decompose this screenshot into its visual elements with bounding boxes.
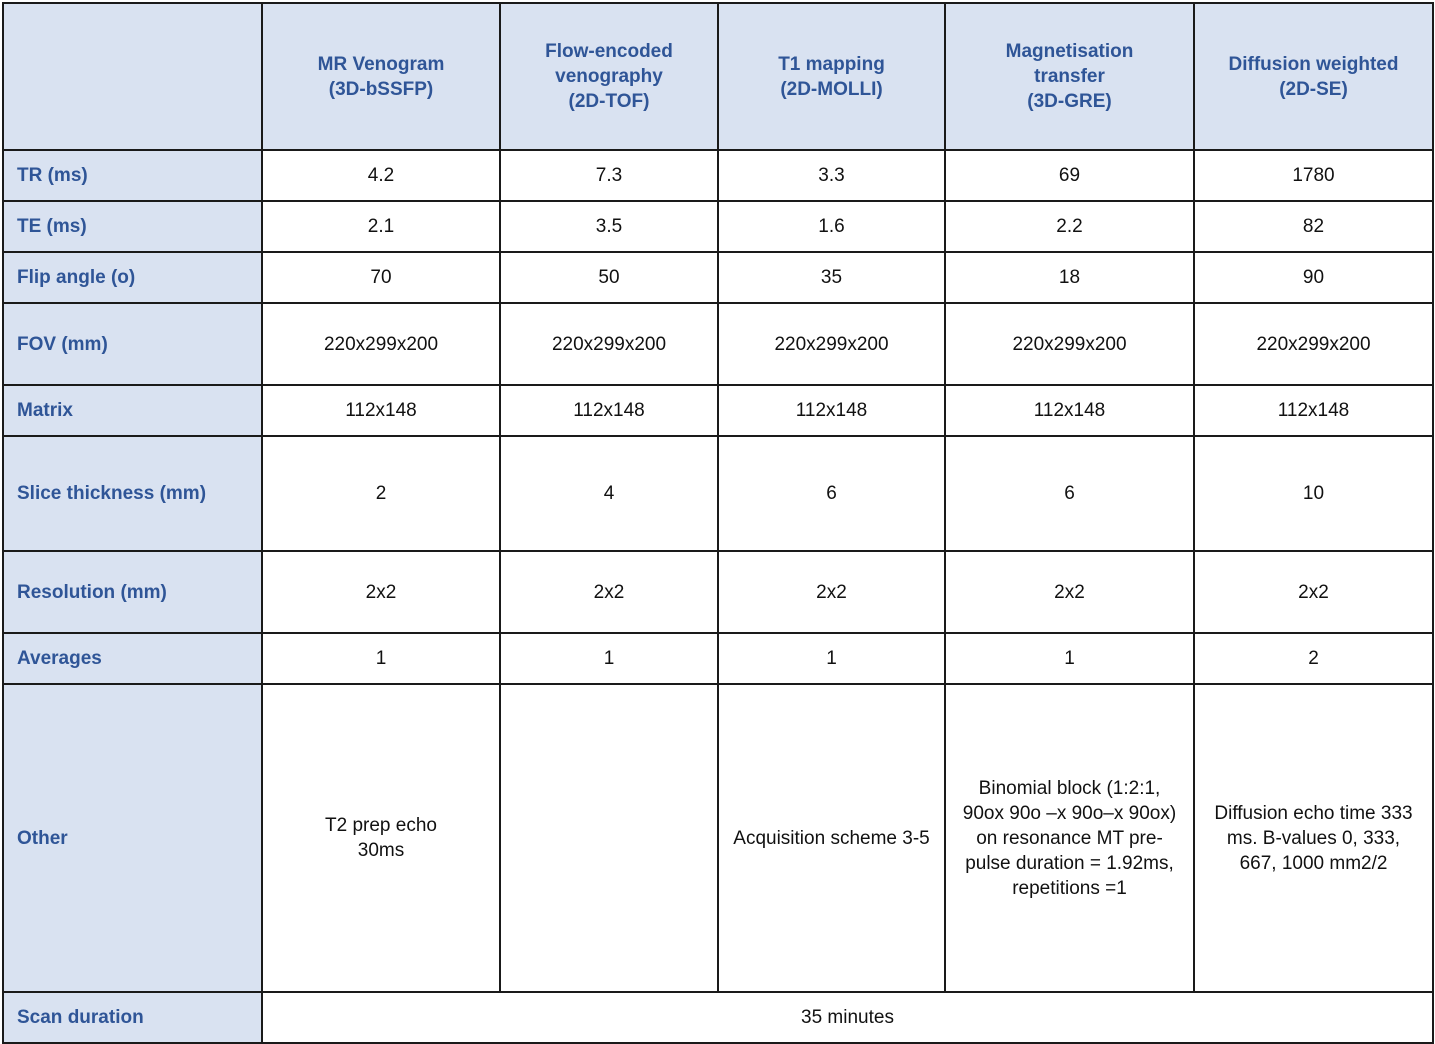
row-label-matrix: Matrix [3, 385, 262, 436]
table-row-slice-thickness [3, 436, 1433, 551]
cell-other-magnetisation: Binomial block (1:2:1, 90ox 90o –x 90o–x 90ox) on resonance MT pre-pulse duration = 1.92ms, repetitions =1 [945, 684, 1194, 992]
cell-res-diffusion: 2x2 [1194, 551, 1433, 633]
header-row [3, 3, 1433, 150]
row-label-scan-duration: Scan duration [3, 992, 262, 1043]
table-row-matrix [3, 385, 1433, 436]
cell-te-mr-venogram: 2.1 [262, 201, 500, 252]
cell-avg-diffusion: 2 [1194, 633, 1433, 684]
cell-matrix-t1-mapping: 112x148 [718, 385, 945, 436]
cell-fov-flow-encoded: 220x299x200 [500, 303, 718, 385]
cell-other-mr-venogram: T2 prep echo 30ms [262, 684, 500, 992]
cell-te-diffusion: 82 [1194, 201, 1433, 252]
cell-avg-magnetisation: 1 [945, 633, 1194, 684]
cell-res-magnetisation: 2x2 [945, 551, 1194, 633]
cell-slice-flow-encoded: 4 [500, 436, 718, 551]
cell-scan-duration: 35 minutes [262, 992, 1433, 1043]
cell-fov-magnetisation: 220x299x200 [945, 303, 1194, 385]
corner-cell [3, 3, 262, 150]
table-row-te [3, 201, 1433, 252]
row-label-resolution: Resolution (mm) [3, 551, 262, 633]
cell-matrix-magnetisation: 112x148 [945, 385, 1194, 436]
table-row-scan-duration [3, 992, 1433, 1043]
cell-te-magnetisation: 2.2 [945, 201, 1194, 252]
cell-other-t1-mapping: Acquisition scheme 3-5 [718, 684, 945, 992]
cell-res-mr-venogram: 2x2 [262, 551, 500, 633]
cell-avg-mr-venogram: 1 [262, 633, 500, 684]
table-row-averages [3, 633, 1433, 684]
row-label-averages: Averages [3, 633, 262, 684]
table-row-resolution [3, 551, 1433, 633]
cell-other-flow-encoded [500, 684, 718, 992]
row-label-flip-angle: Flip angle (o) [3, 252, 262, 303]
cell-slice-t1-mapping: 6 [718, 436, 945, 551]
cell-other-diffusion: Diffusion echo time 333 ms. B-values 0, 333, 667, 1000 mm2/2 [1194, 684, 1433, 992]
cell-flip-flow-encoded: 50 [500, 252, 718, 303]
cell-fov-mr-venogram: 220x299x200 [262, 303, 500, 385]
column-header-diffusion-weighted: Diffusion weighted (2D-SE) [1194, 3, 1433, 150]
cell-fov-diffusion: 220x299x200 [1194, 303, 1433, 385]
cell-slice-mr-venogram: 2 [262, 436, 500, 551]
cell-flip-magnetisation: 18 [945, 252, 1194, 303]
row-label-slice-thickness: Slice thickness (mm) [3, 436, 262, 551]
cell-matrix-flow-encoded: 112x148 [500, 385, 718, 436]
row-label-te: TE (ms) [3, 201, 262, 252]
cell-fov-t1-mapping: 220x299x200 [718, 303, 945, 385]
cell-tr-t1-mapping: 3.3 [718, 150, 945, 201]
cell-matrix-diffusion: 112x148 [1194, 385, 1433, 436]
cell-tr-mr-venogram: 4.2 [262, 150, 500, 201]
cell-flip-diffusion: 90 [1194, 252, 1433, 303]
cell-flip-t1-mapping: 35 [718, 252, 945, 303]
cell-tr-flow-encoded: 7.3 [500, 150, 718, 201]
cell-te-t1-mapping: 1.6 [718, 201, 945, 252]
table-row-tr [3, 150, 1433, 201]
cell-avg-flow-encoded: 1 [500, 633, 718, 684]
cell-slice-magnetisation: 6 [945, 436, 1194, 551]
row-label-other: Other [3, 684, 262, 992]
cell-flip-mr-venogram: 70 [262, 252, 500, 303]
column-header-mr-venogram: MR Venogram (3D-bSSFP) [262, 3, 500, 150]
cell-tr-magnetisation: 69 [945, 150, 1194, 201]
cell-matrix-mr-venogram: 112x148 [262, 385, 500, 436]
column-header-t1-mapping: T1 mapping (2D-MOLLI) [718, 3, 945, 150]
cell-te-flow-encoded: 3.5 [500, 201, 718, 252]
row-label-tr: TR (ms) [3, 150, 262, 201]
row-label-fov: FOV (mm) [3, 303, 262, 385]
mri-parameters-table [2, 2, 1434, 1044]
cell-res-flow-encoded: 2x2 [500, 551, 718, 633]
table-row-fov [3, 303, 1433, 385]
table-row-other [3, 684, 1433, 992]
column-header-magnetisation-transfer: Magnetisation transfer (3D-GRE) [945, 3, 1194, 150]
cell-avg-t1-mapping: 1 [718, 633, 945, 684]
cell-slice-diffusion: 10 [1194, 436, 1433, 551]
column-header-flow-encoded-venography: Flow-encoded venography (2D-TOF) [500, 3, 718, 150]
cell-res-t1-mapping: 2x2 [718, 551, 945, 633]
table-row-flip-angle [3, 252, 1433, 303]
cell-tr-diffusion: 1780 [1194, 150, 1433, 201]
